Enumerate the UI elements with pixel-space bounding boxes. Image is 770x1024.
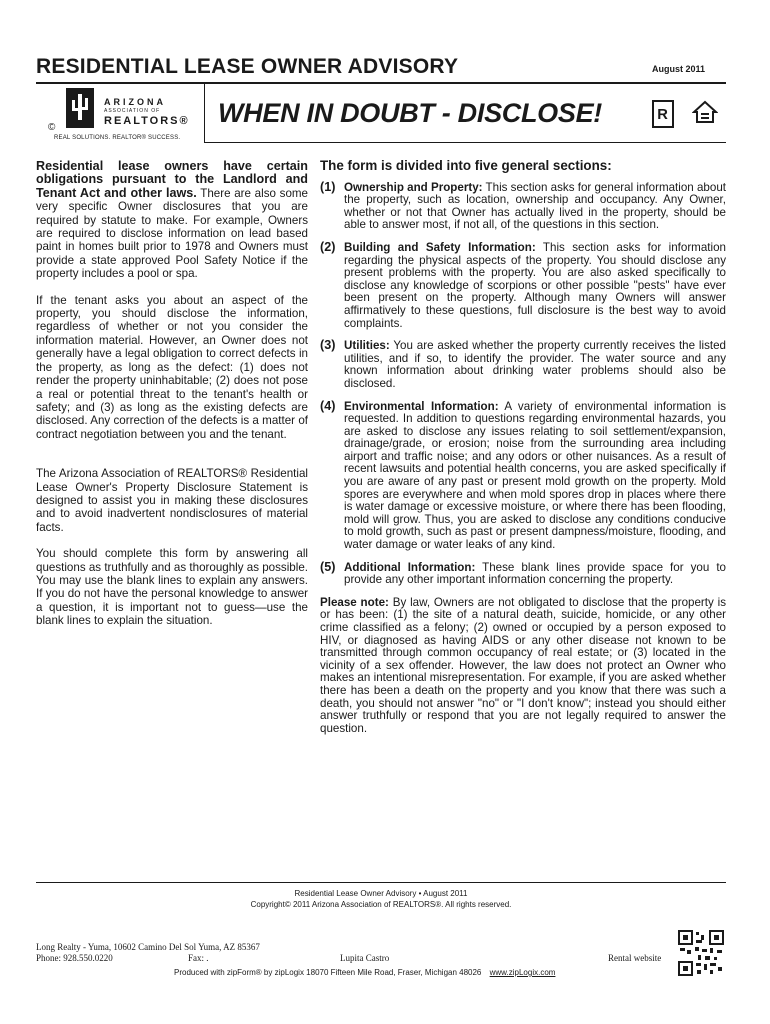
- section-number: (3): [320, 338, 336, 353]
- banner-headline: WHEN IN DOUBT - DISCLOSE!: [218, 98, 602, 128]
- section-heading: Utilities:: [344, 339, 390, 353]
- sections-heading: The form is divided into five general sections:: [320, 158, 612, 173]
- agent-address: Long Realty - Yuma, 10602 Camino Del Sol Yuma, AZ 85367: [36, 942, 260, 952]
- agent-phone: Phone: 928.550.0220: [36, 953, 113, 963]
- document-name: Rental website: [608, 953, 662, 963]
- logo-tagline: REAL SOLUTIONS. REALTOR® SUCCESS.: [54, 135, 181, 141]
- logo-wordmark: [104, 98, 190, 127]
- sections-column: [320, 160, 726, 735]
- section-heading: Ownership and Property:: [344, 180, 483, 194]
- section-text: This section asks for information regarding the physical aspects of the property. You should disclose any present problems with the property. You are also asked specifically to disclose any knowledge of scorpions or other possible "pests" have ever been present on the property. Although many Owners will answer affirmatively to these questions, full disclosure is the best way to avoid complaints.: [344, 240, 726, 330]
- footer-divider: [36, 882, 726, 883]
- aar-logo: [48, 86, 198, 138]
- logo-association: ASSOCIATION OF: [104, 108, 161, 114]
- intro-body: There are also some very specific Owner disclosures that you are required by statute to make. For example, Owners are required to disclose information on lead based paint in homes built prior to 1978 and Owners must provide a state approved Pool Safety Notice if the property includes a pool or spa.: [36, 186, 308, 281]
- ziplogix-link[interactable]: www.zipLogix.com: [489, 968, 556, 977]
- agent-fax: Fax: .: [188, 953, 209, 963]
- footer-copyright: Copyright© 2011 Arizona Association of REALTORS®. All rights reserved.: [250, 900, 512, 909]
- equal-housing-icon: [692, 100, 718, 128]
- intro-lead: Residential lease owners have certain obligations pursuant to the Landlord and Tenant Act and other laws.: [36, 159, 308, 200]
- section-additional: [320, 559, 726, 587]
- banner-left-divider: [204, 84, 205, 142]
- produced-with-line: [174, 968, 555, 977]
- complete-form-paragraph: You should complete this form by answering all questions as truthfully and as thoroughly as possible. You may use the blank lines to explain any answers. If you do not have the personal knowledge to answer a question, it is important not to guess—use the blank lines to explain the situation.: [36, 547, 308, 628]
- document-title: RESIDENTIAL LEASE OWNER ADVISORY: [36, 55, 459, 78]
- document-date: August 2011: [652, 64, 706, 74]
- please-note-heading: Please note:: [320, 595, 389, 609]
- footer-form-name: Residential Lease Owner Advisory • August 2011: [294, 889, 468, 898]
- produced-by-text: Produced with zipForm® by zipLogix 18070 Fifteen Mile Road, Fraser, Michigan 48026: [174, 968, 482, 977]
- intro-paragraph: [36, 160, 308, 281]
- section-number: (4): [320, 398, 336, 413]
- please-note-text: By law, Owners are not obligated to disclose that the property is or has been: (1) the site of a natural death, suicide, homicide, or any other crime classified as a felony; (2) owned or occupied by a person exposed to HIV, or diagnosed as having AIDS or any other disease not known to be transmitted through common occupancy of real estate; or (3) located in the vicinity of a sex offender. However, the law does not protect an Owner who makes an intentional misrepresentation. For example, if you are asked whether there has been a death on the property and you know that there was such a death, you should not answer "no" or "I don't know"; instead you should either answer truthfully or respond that you are not legally required to answer the question.: [320, 595, 726, 735]
- section-number: (2): [320, 239, 336, 254]
- qr-code-icon: [678, 930, 724, 976]
- section-heading: Additional Information:: [344, 560, 476, 574]
- copyright-symbol: ©: [48, 122, 56, 133]
- section-building-safety: [320, 239, 726, 330]
- section-heading: Environmental Information:: [344, 399, 499, 413]
- section-text: You are asked whether the property currently receives the listed utilities, and if so, to identify the provider. The water source and any known information about drinking water problems should also be disclosed.: [344, 339, 726, 390]
- banner-divider: [204, 142, 726, 143]
- section-ownership: [320, 179, 726, 232]
- section-number: (5): [320, 559, 336, 574]
- tenant-questions-paragraph: If the tenant asks you about an aspect of the property, you should disclose the information, regardless of whether or not you consider the information material. However, an Owner does not generally have a legal obligation to correct defects in the property, as long as the defect: (1) does not render the property uninhabitable; (2) does not pose a real or potential threat to the tenant's health or safety; and (3) as long as the existing defects are disclosed. Any correction of the defects is a matter of contract negotiation between you and the tenant.: [36, 293, 308, 441]
- section-heading: Building and Safety Information:: [344, 240, 536, 254]
- agent-name: Lupita Castro: [340, 953, 390, 963]
- saguaro-logo-icon: [66, 86, 94, 130]
- please-note-paragraph: [320, 597, 726, 736]
- section-text: These blank lines provide space for you to provide any other important information concerning the property.: [344, 560, 726, 587]
- disclosure-statement-paragraph: The Arizona Association of REALTORS® Residential Lease Owner's Property Disclosure Statement is designed to assist you in making these disclosures and to avoid inadvertent nondisclosures of material facts.: [36, 467, 308, 534]
- section-text: This section asks for general information about the property, such as location, ownership and occupancy. Any Owner, whether or not that Owner has actually lived in the property, should be able to answer most, if not all, of the questions in this section.: [344, 180, 726, 232]
- intro-column: [36, 160, 308, 641]
- logo-realtors: REALTORS®: [104, 115, 190, 127]
- header-divider: [36, 82, 726, 84]
- logo-arizona: ARIZONA: [104, 97, 166, 107]
- section-environmental: [320, 398, 726, 552]
- svg-text:R: R: [657, 106, 668, 123]
- section-number: (1): [320, 179, 336, 194]
- realtor-r-icon: [652, 100, 674, 128]
- section-utilities: [320, 340, 726, 390]
- section-text: A variety of environmental information is requested. In addition to questions regarding environmental hazards, you are asked to disclose any issues relating to soil settlement/expansion, drainage/grade, or erosion; noise from the surrounding area including airport and traffic noise; and any odors or other nuisances. As a result of recent lawsuits and potential health concerns, you are asked specifically if you are aware of any past or present mold growth on the property. Mold spores are everywhere and when mold spores drop in places where there is water damage or excessive moisture, or where there has been flooding, mold will grow. Thus, you are asked to disclose any conditions conducive to mold growth, such as past or present dampness/moisture, flooding, and water damage or water leaks of any kind.: [344, 399, 726, 552]
